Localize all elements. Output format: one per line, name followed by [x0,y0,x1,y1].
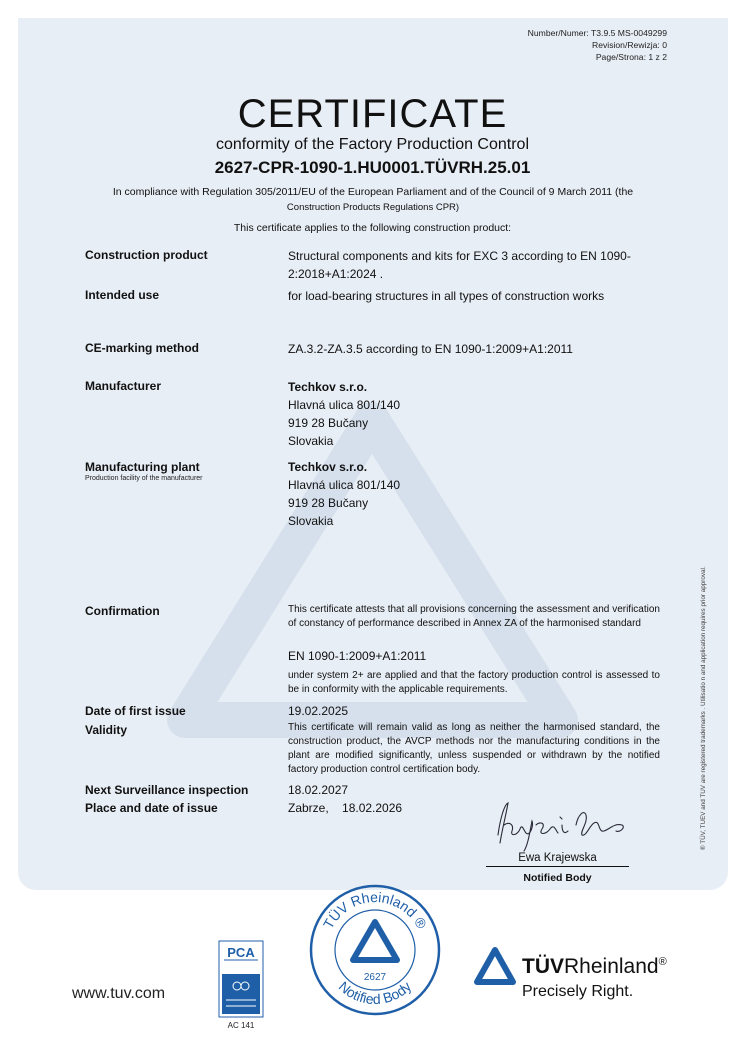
tuv-brand-name [522,955,667,979]
svg-text:PCA: PCA [227,945,255,960]
pca-accreditation-logo [218,940,264,1018]
intended-use-value: for load-bearing structures in all types of construction works [288,289,605,303]
plant-name: Techkov s.r.o. [288,460,368,474]
applies-statement: This certificate applies to the following construction product: [233,222,512,234]
compliance-line-2: Construction Products Regulations CPR) [286,202,460,213]
brand-registered: ® [658,956,667,968]
manufacturer-street: Hlavná ulica 801/140 [288,398,401,412]
product-label: Construction product [85,248,208,262]
compliance-line-1: In compliance with Regulation 305/2011/EU of the European Parliament and of the Council of 9 March 2011 (the [112,186,634,198]
first-issue-label: Date of first issue [85,704,186,718]
surveillance-label: Next Surveillance inspection [85,783,249,797]
compliance-statement [78,185,668,215]
ce-marking-value: ZA.3.2-ZA.3.5 according to EN 1090-1:2009+A1:2011 [288,342,573,356]
place-date-label: Place and date of issue [85,801,218,815]
validity-text: This certificate will remain valid as long as neither the harmonised standard, the construction product, the AVCP methods nor the manufacturing conditions in the plant are modified significantly, unless suspended or withdrawn by the notified factory production control certification body. [288,722,660,775]
tuv-triangle-icon [473,946,517,986]
document-page: Page/Strona: 1 z 2 [595,52,667,62]
plant-label: Manufacturing plant [85,460,200,474]
surveillance-value: 18.02.2027 [288,783,349,797]
manufacturer-name: Techkov s.r.o. [288,380,368,394]
manufacturer-country: Slovakia [288,434,334,448]
product-value: Structural components and kits for EXC 3 according to EN 1090-2:2018+A1:2024 . [288,249,631,281]
certificate-subtitle: conformity of the Factory Production Control [215,136,530,153]
signer-name: Ewa Krajewska [486,852,629,867]
validity-label: Validity [85,723,128,737]
place-date-value: Zabrze, 18.02.2026 [288,801,403,815]
certificate-number: 2627-CPR-1090-1.HU0001.TÜVRH.25.01 [214,158,531,177]
document-meta [528,27,667,63]
confirmation-text-1: This certificate attests that all provisions concerning the assessment and verification of constancy of performance described in Annex ZA of the harmonised standard [288,604,660,629]
handwritten-signature [490,795,640,855]
brand-bold: TÜV [522,955,564,978]
tuv-tagline: Precisely Right. [522,983,634,1000]
website-link[interactable]: www.tuv.com [72,985,166,1002]
document-revision: Revision/Rewizja: 0 [592,40,667,50]
svg-text:Notified Body: Notified Body [335,978,415,1008]
brand-rest: Rheinland [564,955,659,978]
manufacturer-label: Manufacturer [85,379,162,393]
svg-text:TÜV Rheinland ®: TÜV Rheinland ® [319,888,431,932]
plant-city: 919 28 Bučany [288,496,369,510]
pca-code: AC 141 [227,1021,255,1030]
document-number: Number/Numer: T3.9.5 MS-0049299 [527,28,667,38]
notified-body-label: Notified Body [523,872,592,884]
notified-body-stamp [307,882,443,1018]
intended-use-label: Intended use [85,288,160,302]
svg-text:2627: 2627 [363,972,387,983]
confirmation-label: Confirmation [85,604,160,618]
plant-country: Slovakia [288,514,334,528]
confirmation-text-2: under system 2+ are applied and that the factory production control is assessed to be in conformity with the applicable requirements. [288,670,660,695]
plant-sublabel: Production facility of the manufacturer [85,475,203,482]
confirmation-standard: EN 1090-1:2009+A1:2011 [288,649,427,663]
manufacturer-city: 919 28 Bučany [288,416,369,430]
manufacturer-address [288,378,660,450]
plant-address [288,458,660,530]
plant-street: Hlavná ulica 801/140 [288,478,401,492]
first-issue-value: 19.02.2025 [288,704,349,718]
trademark-note: ® TÜV, TUEV and TUV are registered trademarks . Utilisatio n and application requires prior approval. [700,566,707,850]
certificate-title: CERTIFICATE [237,92,508,136]
ce-marking-label: CE-marking method [85,341,200,355]
